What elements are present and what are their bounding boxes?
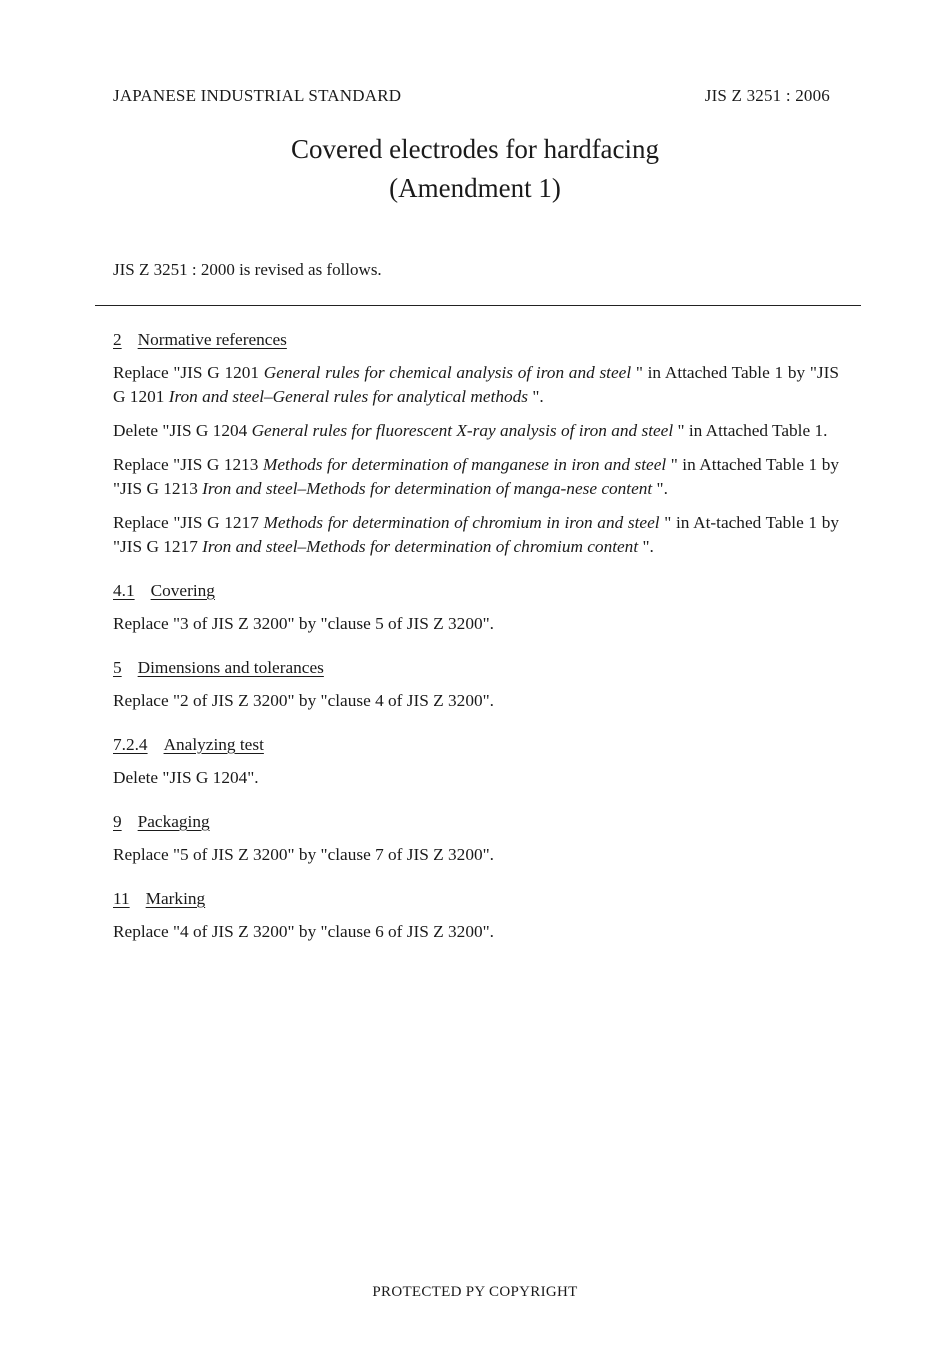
revision-intro: JIS Z 3251 : 2000 is revised as follows.: [113, 260, 382, 279]
paragraph: Replace "5 of JIS Z 3200" by "clause 7 of JIS Z 3200".: [113, 845, 494, 864]
paragraph: Delete "JIS G 1204 General rules for fluorescent X-ray analysis of iron and steel " in Attached Table 1.: [113, 421, 828, 440]
paragraph: Replace "3 of JIS Z 3200" by "clause 5 of JIS Z 3200".: [113, 614, 494, 633]
section-analyzing-test: [113, 733, 839, 790]
section-number: 11: [113, 889, 130, 908]
document-body: [113, 328, 839, 964]
section-title: Dimensions and tolerances: [137, 658, 324, 677]
section-heading: [113, 579, 839, 603]
section-normative-references: [113, 328, 839, 559]
section-title: Covering: [150, 581, 215, 600]
paragraph: Replace "2 of JIS Z 3200" by "clause 4 of JIS Z 3200".: [113, 691, 494, 710]
document-title: Covered electrodes for hardfacing: [290, 134, 660, 164]
section-marking: [113, 887, 839, 944]
section-title: Normative references: [137, 330, 287, 349]
section-number: 5: [113, 658, 122, 677]
paragraph: Replace "JIS G 1213 Methods for determination of manganese in iron and steel " in Attached Table 1 by "JIS G 1213 Iron and steel–Methods for determination of manga-nese content ".: [113, 455, 839, 498]
horizontal-divider: [95, 305, 861, 306]
section-number: 2: [113, 330, 122, 349]
document-subtitle: (Amendment 1): [389, 173, 561, 203]
header-standard-number: JIS Z 3251 : 2006: [704, 86, 830, 105]
paragraph: Replace "JIS G 1201 General rules for chemical analysis of iron and steel " in Attached Table 1 by "JIS G 1201 Iron and steel–General rules for analytical methods ".: [113, 363, 840, 406]
section-title: Analyzing test: [163, 735, 264, 754]
header-standard-name: JAPANESE INDUSTRIAL STANDARD: [113, 86, 402, 105]
section-title: Packaging: [137, 812, 210, 831]
section-number: 9: [113, 812, 122, 831]
section-heading: [113, 328, 839, 352]
paragraph: Replace "JIS G 1217 Methods for determination of chromium in iron and steel " in At-tached Table 1 by "JIS G 1217 Iron and steel–Methods for determination of chromium content ".: [113, 513, 839, 556]
section-covering: [113, 579, 839, 636]
paragraph: Replace "4 of JIS Z 3200" by "clause 6 of JIS Z 3200".: [113, 922, 494, 941]
paragraph: Delete "JIS G 1204".: [113, 768, 259, 787]
section-title: Marking: [145, 889, 206, 908]
section-number: 4.1: [113, 581, 135, 600]
section-number: 7.2.4: [113, 735, 148, 754]
section-heading: [113, 733, 839, 757]
section-heading: [113, 887, 839, 911]
section-dimensions: [113, 656, 839, 713]
section-packaging: [113, 810, 839, 867]
copyright-footer: PROTECTED PY COPYRIGHT: [372, 1284, 578, 1300]
section-heading: [113, 656, 839, 680]
section-heading: [113, 810, 839, 834]
